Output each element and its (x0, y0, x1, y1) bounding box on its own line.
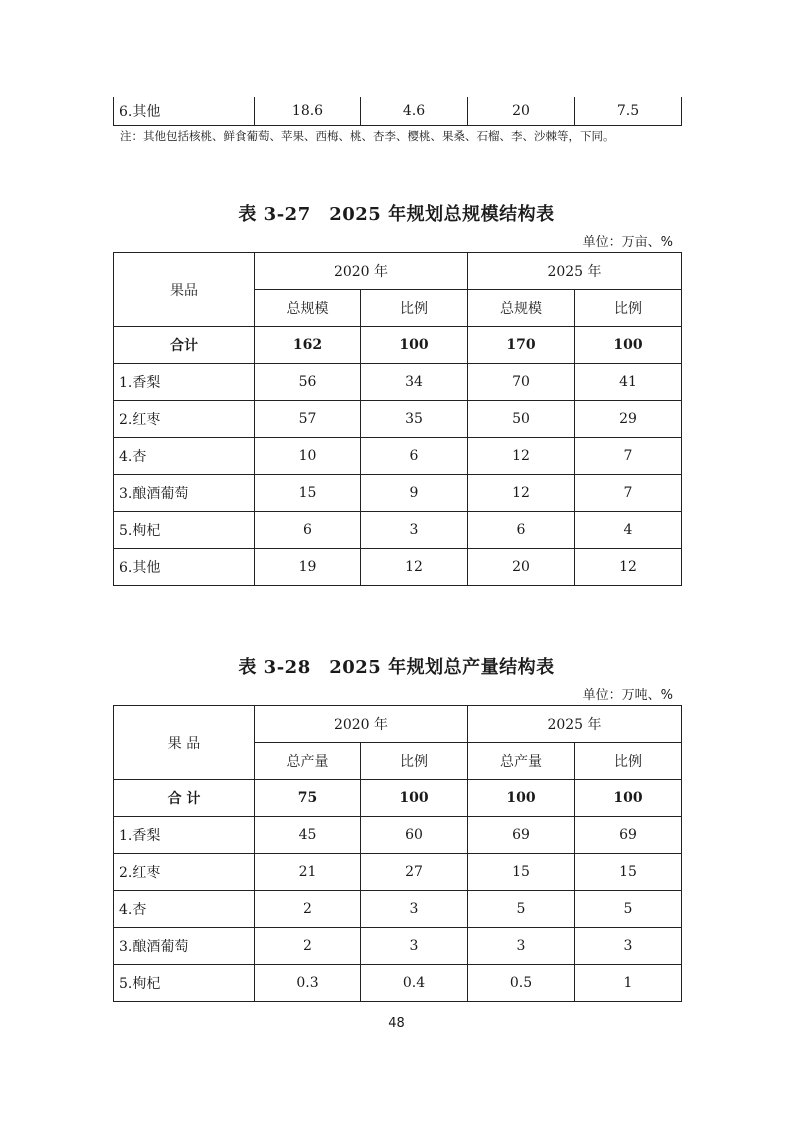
table-cell: 41 (575, 364, 682, 401)
row-header: 果品 (114, 253, 255, 327)
table-cell: 12 (468, 475, 575, 512)
table-cell: 100 (575, 780, 682, 817)
table-row (114, 364, 682, 401)
table-cell: 57 (255, 401, 361, 438)
table-header-row (114, 253, 682, 290)
table-28-unit: 单位：万吨、% (582, 688, 673, 703)
table-cell: 60 (361, 817, 468, 854)
table-cell: 0.5 (468, 965, 575, 1002)
table-row (114, 549, 682, 586)
table-cell: 5 (468, 891, 575, 928)
table-cell: 4.杏 (114, 891, 255, 928)
table-cell: 20 (468, 97, 575, 126)
page-number: 48 (388, 1016, 405, 1031)
sub-header: 比例 (361, 290, 468, 327)
table-cell: 34 (361, 364, 468, 401)
table-cell: 3 (468, 928, 575, 965)
table-cell: 7 (575, 475, 682, 512)
sub-header: 总规模 (255, 290, 361, 327)
table-cell: 6 (361, 438, 468, 475)
table-cell: 19 (255, 549, 361, 586)
table-cell: 7.5 (575, 97, 682, 126)
table-cell: 12 (575, 549, 682, 586)
table-cell: 162 (255, 327, 361, 364)
table-cell: 69 (575, 817, 682, 854)
table-27 (113, 252, 682, 586)
table-cell: 15 (255, 475, 361, 512)
table-cell: 100 (575, 327, 682, 364)
table-cell: 2.红枣 (114, 854, 255, 891)
table-cell: 4.杏 (114, 438, 255, 475)
total-row (114, 327, 682, 364)
table-cell: 1.香梨 (114, 817, 255, 854)
table-row (114, 401, 682, 438)
table-cell: 50 (468, 401, 575, 438)
table-cell: 75 (255, 780, 361, 817)
table-cell: 69 (468, 817, 575, 854)
table-cell: 3.酿酒葡萄 (114, 928, 255, 965)
table-row (114, 891, 682, 928)
table-cell: 3 (361, 512, 468, 549)
table-cell: 170 (468, 327, 575, 364)
table-row (114, 928, 682, 965)
table-cell: 6.其他 (114, 549, 255, 586)
table-row (114, 438, 682, 475)
table-row (114, 965, 682, 1002)
table-cell: 21 (255, 854, 361, 891)
table-cell: 6.其他 (114, 97, 255, 126)
table-cell: 35 (361, 401, 468, 438)
table-cell: 100 (468, 780, 575, 817)
table-cell: 45 (255, 817, 361, 854)
table-cell: 2 (255, 891, 361, 928)
table-row (114, 512, 682, 549)
table-row (114, 97, 682, 126)
table-cell: 1.香梨 (114, 364, 255, 401)
table-cell: 0.3 (255, 965, 361, 1002)
table-note: 注：其他包括核桃、鲜食葡萄、苹果、西梅、桃、杏李、樱桃、果桑、石榴、李、沙棘等，下同。 (120, 129, 615, 143)
table-28-title: 表 3-28 2025 年规划总产量结构表 (238, 657, 555, 678)
table-27-unit: 单位：万亩、% (582, 235, 673, 250)
sub-header: 比例 (575, 290, 682, 327)
table-cell: 15 (468, 854, 575, 891)
table-28 (113, 705, 682, 1002)
table-cell: 合计 (114, 327, 255, 364)
table-cell: 27 (361, 854, 468, 891)
sub-header: 总产量 (468, 743, 575, 780)
sub-header: 比例 (361, 743, 468, 780)
table-cell: 18.6 (255, 97, 361, 126)
table-row (114, 854, 682, 891)
table-cell: 10 (255, 438, 361, 475)
total-row (114, 780, 682, 817)
table-cell: 9 (361, 475, 468, 512)
table-cell: 5 (575, 891, 682, 928)
sub-header: 总规模 (468, 290, 575, 327)
table-27-title: 表 3-27 2025 年规划总规模结构表 (238, 204, 555, 225)
table-cell: 56 (255, 364, 361, 401)
year-header: 2020 年 (255, 253, 468, 290)
year-header: 2020 年 (255, 706, 468, 743)
sub-header: 比例 (575, 743, 682, 780)
table-cell: 2.红枣 (114, 401, 255, 438)
table-header-row (114, 706, 682, 743)
prev-table-continuation (113, 97, 682, 126)
table-cell: 3 (575, 928, 682, 965)
table-cell: 6 (255, 512, 361, 549)
table-cell: 7 (575, 438, 682, 475)
table-cell: 1 (575, 965, 682, 1002)
table-cell: 0.4 (361, 965, 468, 1002)
table-cell: 5.枸杞 (114, 512, 255, 549)
table-cell: 12 (468, 438, 575, 475)
table-row (114, 817, 682, 854)
table-cell: 4.6 (361, 97, 468, 126)
table-cell: 12 (361, 549, 468, 586)
year-header: 2025 年 (468, 253, 682, 290)
row-header: 果 品 (114, 706, 255, 780)
table-cell: 2 (255, 928, 361, 965)
table-cell: 100 (361, 780, 468, 817)
table-cell: 29 (575, 401, 682, 438)
sub-header: 总产量 (255, 743, 361, 780)
table-cell: 4 (575, 512, 682, 549)
table-cell: 6 (468, 512, 575, 549)
table-cell: 5.枸杞 (114, 965, 255, 1002)
table-cell: 70 (468, 364, 575, 401)
table-cell: 100 (361, 327, 468, 364)
table-cell: 3.酿酒葡萄 (114, 475, 255, 512)
table-row (114, 475, 682, 512)
table-cell: 15 (575, 854, 682, 891)
table-cell: 合 计 (114, 780, 255, 817)
table-cell: 20 (468, 549, 575, 586)
table-cell: 3 (361, 928, 468, 965)
year-header: 2025 年 (468, 706, 682, 743)
table-cell: 3 (361, 891, 468, 928)
